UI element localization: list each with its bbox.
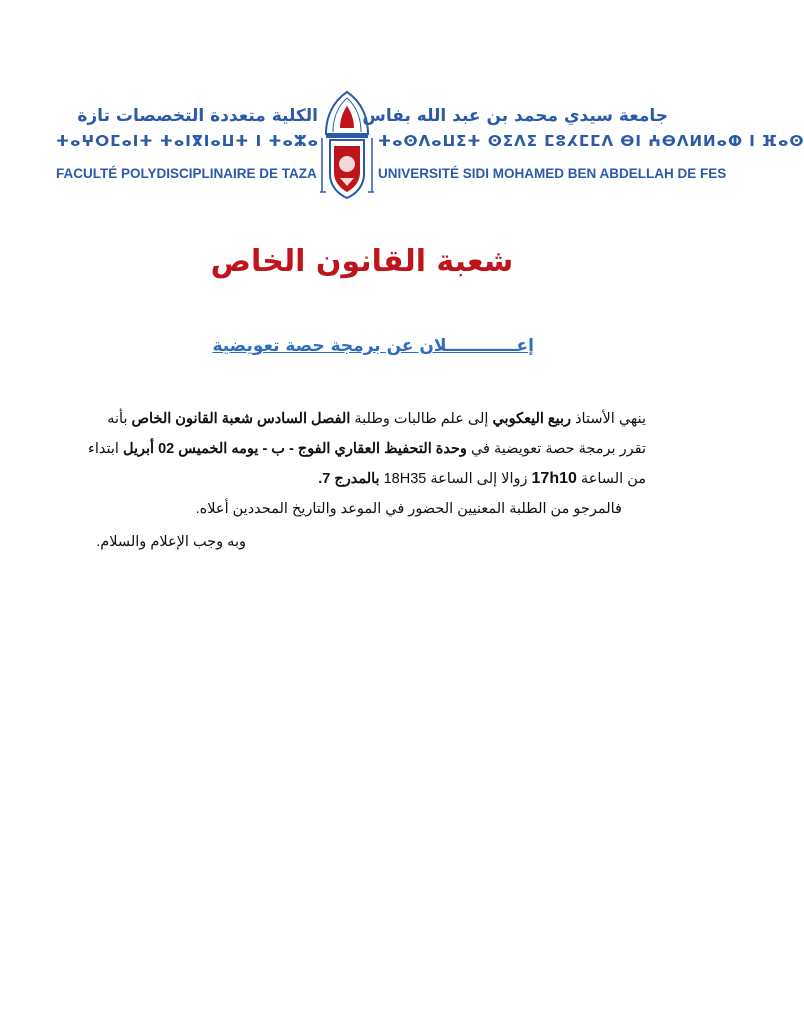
faculty-header xyxy=(56,106,318,188)
body-line-2 xyxy=(86,434,646,464)
body-line-3 xyxy=(86,464,646,494)
professor-name: ربيع اليعكوبي xyxy=(492,411,572,427)
text-run: من الساعة xyxy=(576,471,646,487)
semester: السادس xyxy=(253,411,312,427)
letterhead xyxy=(56,88,804,208)
closing-line: وبه وجب الإعلام والسلام. xyxy=(96,534,246,550)
text-run: ينهي الأستاذ xyxy=(571,411,646,427)
university-name-tifinagh: ⵜⴰⵙⴷⴰⵡⵉⵜ ⵙⵉⴷⵉ ⵎⵓⵃⵎⵎⴷ ⴱⵏ ⵄⴱⴷⵍⵍⴰⵀ ⵏ ⴼⴰⵙ xyxy=(378,132,804,150)
text-run: بأنه xyxy=(107,411,132,427)
faculty-name-tifinagh: ⵜⴰⵖⵔⵎⴰⵏⵜ ⵜⴰⵏⴳⵏⴰⵡⵜ ⵏ ⵜⴰⵣⴰ xyxy=(56,132,320,150)
text-run: إلى علم طالبات وطلبة xyxy=(350,411,493,427)
university-header xyxy=(362,106,804,188)
body-line-1 xyxy=(86,404,646,434)
announcement-subtitle: إعــــــــــــلان عن برمجة حصة تعويضية xyxy=(212,336,534,356)
announcement-body xyxy=(86,404,646,524)
faculty-name-french: FACULTÉ POLYDISCIPLINAIRE DE TAZA xyxy=(56,166,317,181)
university-name-french: UNIVERSITÉ SIDI MOHAMED BEN ABDELLAH DE FES xyxy=(378,166,727,181)
university-name-arabic: جامعة سيدي محمد بن عبد الله بفاس xyxy=(362,106,668,126)
text-run: تقرر برمجة حصة تعويضية في xyxy=(466,441,646,457)
faculty-name-arabic: الكلية متعددة التخصصات تازة xyxy=(77,106,318,126)
start-time: 17h10 xyxy=(531,470,577,487)
department-title: شعبة القانون الخاص xyxy=(210,244,514,279)
text-run: الفصل xyxy=(311,411,351,427)
end-time: زوالا إلى الساعة 18H35 xyxy=(379,471,532,487)
department: شعبة القانون الخاص xyxy=(131,411,253,427)
text-run: ابتداء xyxy=(88,441,123,457)
room: بالمدرج 7. xyxy=(318,471,380,487)
body-line-4: فالمرجو من الطلبة المعنيين الحضور في الموعد والتاريخ المحددين أعلاه. xyxy=(195,501,622,517)
course-and-date: وحدة التحفيظ العقاري الفوج - ب - يومه الخميس 02 أبريل xyxy=(122,441,467,457)
